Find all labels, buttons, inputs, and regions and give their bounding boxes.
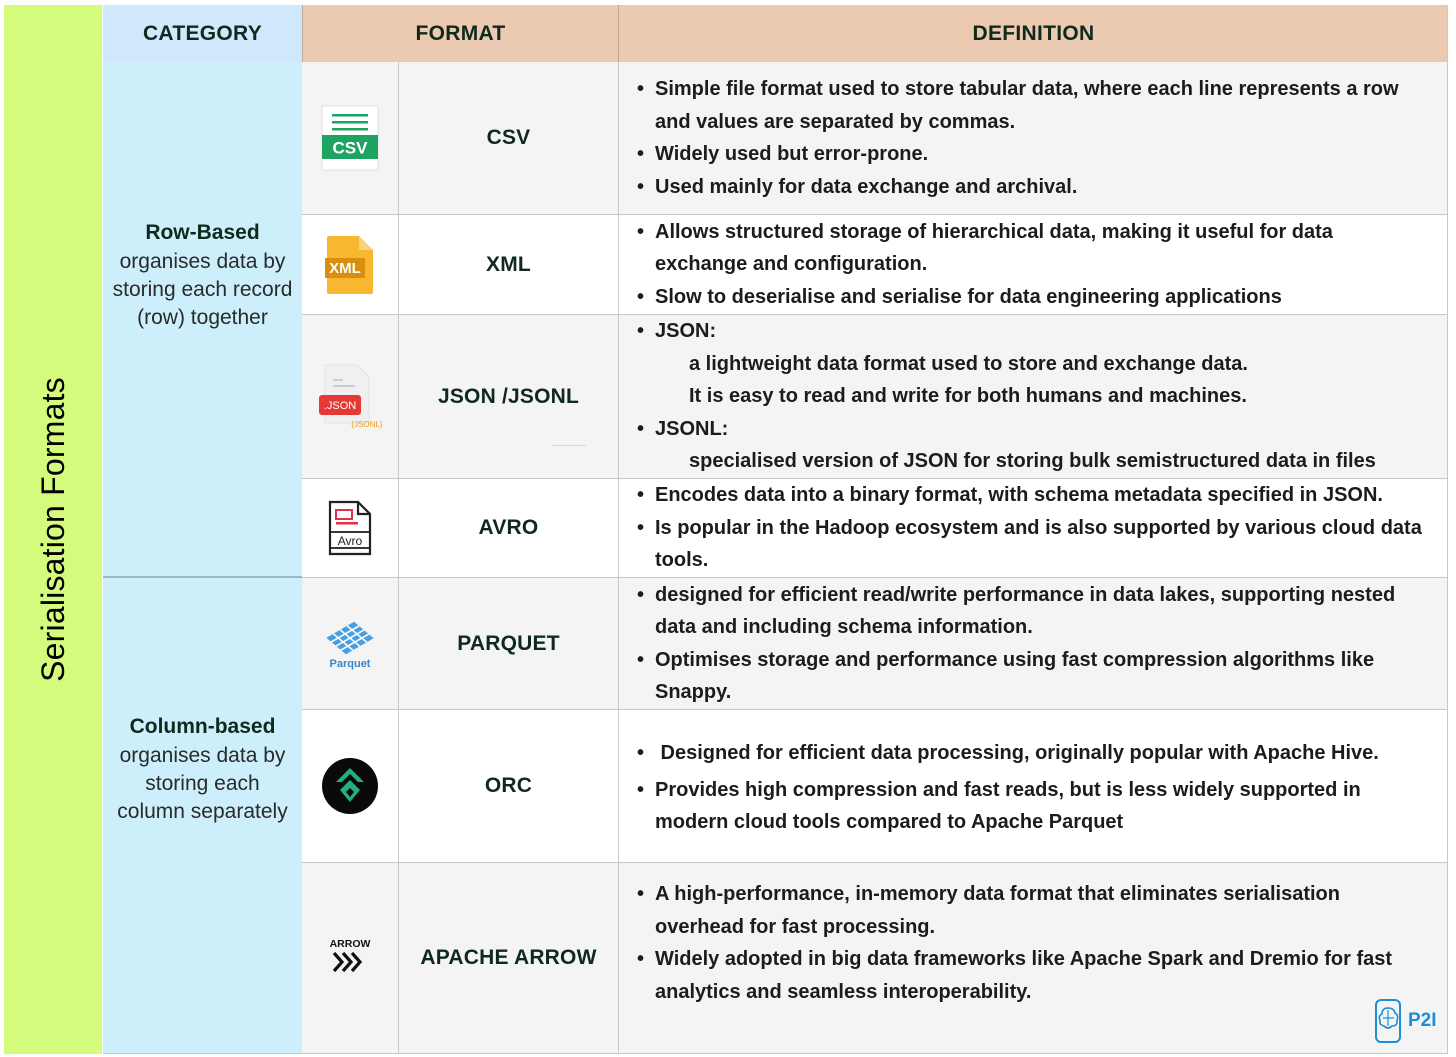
format-name: PARQUET [399, 578, 618, 709]
definition-bullet: • designed for efficient read/write performance in data lakes, supporting nested [637, 579, 1448, 612]
header-definition: DEFINITION [618, 5, 1448, 62]
category-column-based [103, 578, 302, 1054]
definition-bullet: • Optimises storage and performance using fast compression algorithms like [637, 644, 1448, 677]
svg-text:XML: XML [329, 259, 361, 277]
definition-bullet: • Designed for efficient data processing, originally popular with Apache Hive. [637, 737, 1448, 770]
format-definition [619, 315, 1448, 478]
brain-phone-icon [1372, 998, 1406, 1044]
csv-icon [320, 104, 380, 172]
definition-bullet: • JSONL: [637, 413, 1448, 446]
table-row-json [302, 315, 1448, 478]
svg-text:Avro: Avro [337, 534, 363, 548]
category-title: Column-based [129, 714, 276, 738]
table-row-arrow [302, 863, 1448, 1053]
svg-text:Parquet: Parquet [329, 657, 371, 670]
logo-text: P2I [1408, 1010, 1437, 1031]
definition-bullet: • Provides high compression and fast reads, but is less widely supported in [637, 774, 1448, 807]
definition-bullet: • Slow to deserialise and serialise for data engineering applications [637, 281, 1448, 314]
format-icon-cell [302, 578, 398, 709]
arrow-icon [325, 936, 375, 980]
format-name: APACHE ARROW [399, 863, 618, 1053]
side-banner [4, 5, 102, 1054]
category-title: Row-Based [145, 220, 260, 244]
format-definition [619, 479, 1448, 577]
definition-line: and values are separated by commas. [655, 110, 1016, 133]
format-icon-cell [302, 62, 398, 214]
definition-line: a lightweight data format used to store and exchange data. [689, 352, 1248, 375]
format-icon-cell [302, 479, 398, 577]
definition-line: tools. [655, 549, 709, 572]
svg-text:.JSON: .JSON [323, 399, 357, 412]
table-bottom-border [103, 1053, 1448, 1054]
format-icon-cell [302, 315, 398, 478]
format-definition [619, 215, 1448, 314]
format-name: CSV [399, 62, 618, 214]
category-row-based [103, 62, 302, 577]
definition-line: Snappy. [655, 681, 732, 703]
svg-text:ARROW: ARROW [329, 938, 371, 950]
format-name: JSON /JSONL [399, 315, 618, 478]
side-title: Serialisation Formats [34, 377, 71, 682]
definition-bullet: • Encodes data into a binary format, with schema metadata specified in JSON. [637, 479, 1448, 512]
table-row-xml [302, 215, 1448, 314]
definition-bullet: • Used mainly for data exchange and archival. [637, 171, 1448, 204]
header-category: CATEGORY [103, 5, 302, 62]
xml-file-icon [325, 234, 375, 296]
format-definition [619, 863, 1448, 1053]
definition-line: exchange and configuration. [655, 253, 928, 276]
category-description: organises data by storing each column separately [117, 743, 288, 823]
definition-line: modern cloud tools compared to Apache Parquet [655, 811, 1124, 834]
definition-line: specialised version of JSON for storing bulk semistructured data in files [689, 450, 1376, 473]
table-row-csv [302, 62, 1448, 214]
format-definition [619, 578, 1448, 709]
definition-bullet: • Widely adopted in big data frameworks like Apache Spark and Dremio for fast [637, 943, 1448, 976]
svg-text:{JSONL}: {JSONL} [351, 419, 383, 429]
table-row-avro [302, 479, 1448, 577]
stray-dash [552, 445, 586, 446]
category-description: organises data by storing each record (row) together [112, 249, 293, 329]
format-definition [619, 710, 1448, 862]
definition-bullet: • Allows structured storage of hierarchical data, making it useful for data [637, 216, 1448, 249]
json-file-icon [317, 361, 383, 433]
header-format: FORMAT [302, 5, 618, 62]
definition-line: It is easy to read and write for both humans and machines. [689, 385, 1247, 408]
format-definition [619, 62, 1448, 214]
definition-line: data and including schema information. [655, 616, 1033, 638]
orc-icon [320, 756, 380, 816]
definition-bullet: • Is popular in the Hadoop ecosystem and is also supported by various cloud data [637, 512, 1448, 545]
format-name: XML [399, 215, 618, 314]
format-name: AVRO [399, 479, 618, 577]
definition-bullet: • Widely used but error-prone. [637, 138, 1448, 171]
format-icon-cell [302, 863, 398, 1053]
definition-bullet: • A high-performance, in-memory data format that eliminates serialisation [637, 878, 1448, 911]
definition-bullet: • Simple file format used to store tabular data, where each line represents a row [637, 73, 1448, 106]
svg-text:CSV: CSV [332, 138, 368, 158]
definition-line: analytics and seamless interoperability. [655, 980, 1032, 1003]
brand-logo [1372, 998, 1437, 1044]
format-name: ORC [399, 710, 618, 862]
table-row-parquet [302, 578, 1448, 709]
avro-file-icon [326, 500, 374, 556]
parquet-icon [322, 618, 378, 670]
definition-bullet: • JSON: [637, 315, 1448, 348]
format-icon-cell [302, 710, 398, 862]
format-icon-cell [302, 215, 398, 314]
definition-line: overhead for fast processing. [655, 915, 936, 938]
table-row-orc [302, 710, 1448, 862]
table-right-border [1447, 5, 1448, 1054]
